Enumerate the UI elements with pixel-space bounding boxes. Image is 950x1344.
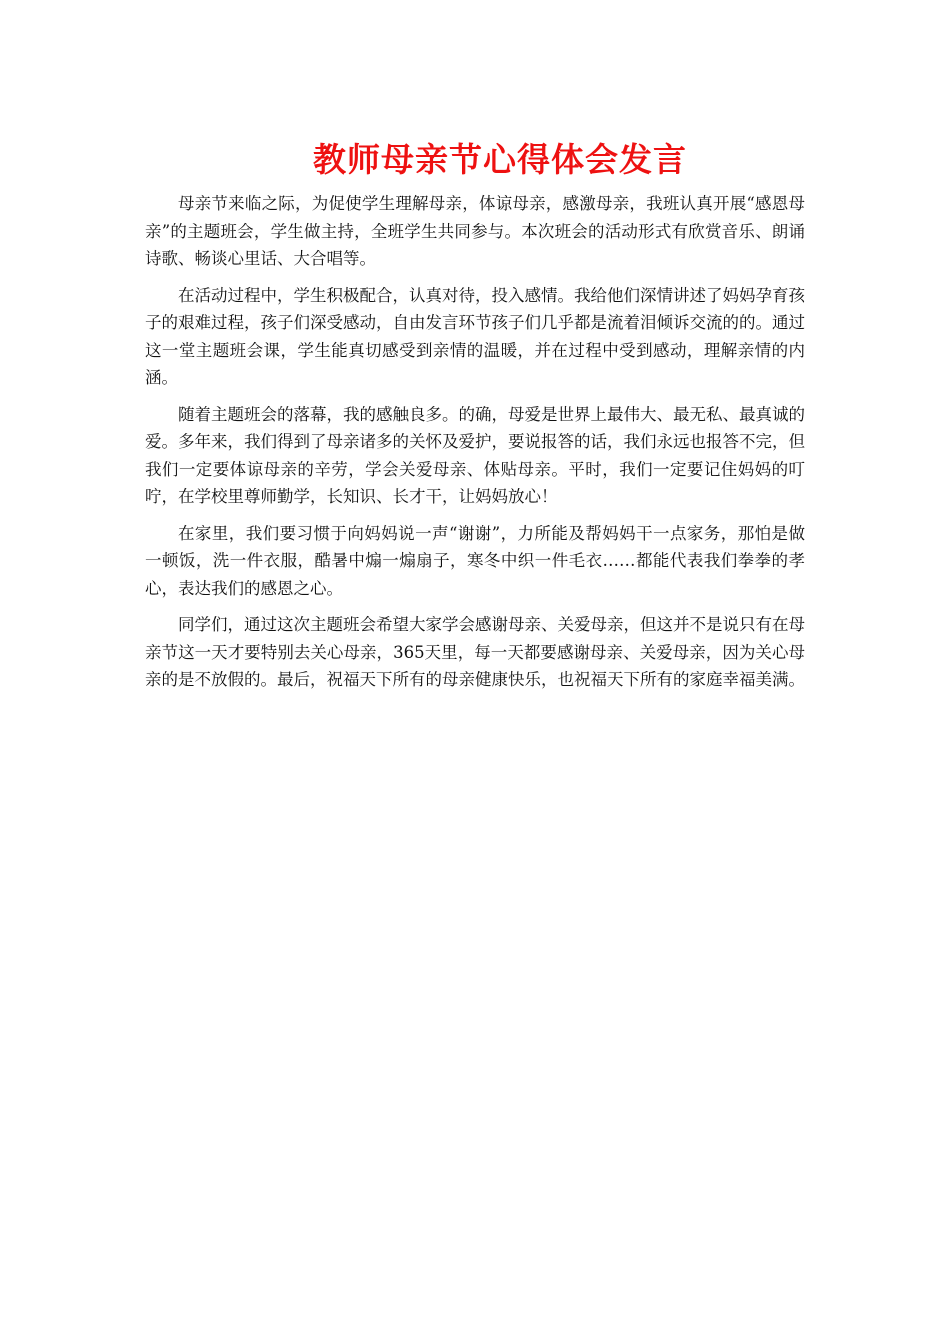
paragraph-5: 同学们，通过这次主题班会希望大家学会感谢母亲、关爱母亲，但这并不是说只有在母亲节这一天才要特别去关心母亲，365天里，每一天都要感谢母亲、关爱母亲，因为关心母亲的是不放假的。最后，祝福天下所有的母亲健康快乐，也祝福天下所有的家庭幸福美满。 — [145, 615, 805, 689]
paragraph-1: 母亲节来临之际，为促使学生理解母亲，体谅母亲，感激母亲，我班认真开展“感恩母亲”的主题班会，学生做主持，全班学生共同参与。本次班会的活动形式有欣赏音乐、朗诵诗歌、畅谈心里话、大合唱等。 — [145, 194, 805, 268]
paragraph-2: 在活动过程中，学生积极配合，认真对待，投入感情。我给他们深情讲述了妈妈孕育孩子的艰难过程，孩子们深受感动，自由发言环节孩子们几乎都是流着泪倾诉交流的的。通过这一堂主题班会课，学生能真切感受到亲情的温暖，并在过程中受到感动，理解亲情的内涵。 — [145, 285, 805, 387]
document-title: 教师母亲节心得体会发言 — [313, 140, 687, 179]
paragraph-3: 随着主题班会的落幕，我的感触良多。的确，母爱是世界上最伟大、最无私、最真诚的爱。多年来，我们得到了母亲诸多的关怀及爱护，要说报答的话，我们永远也报答不完，但我们一定要体谅母亲的辛劳，学会关爱母亲、体贴母亲。平时，我们一定要记住妈妈的叮咛，在学校里尊师勤学，长知识、长才干，让妈妈放心！ — [145, 404, 805, 506]
paragraph-4: 在家里，我们要习惯于向妈妈说一声“谢谢”，力所能及帮妈妈干一点家务，那怕是做一顿饭，洗一件衣服，酷暑中煽一煽扇子，寒冬中织一件毛衣……都能代表我们拳拳的孝心，表达我们的感恩之心。 — [145, 523, 805, 598]
document-body — [145, 190, 805, 703]
